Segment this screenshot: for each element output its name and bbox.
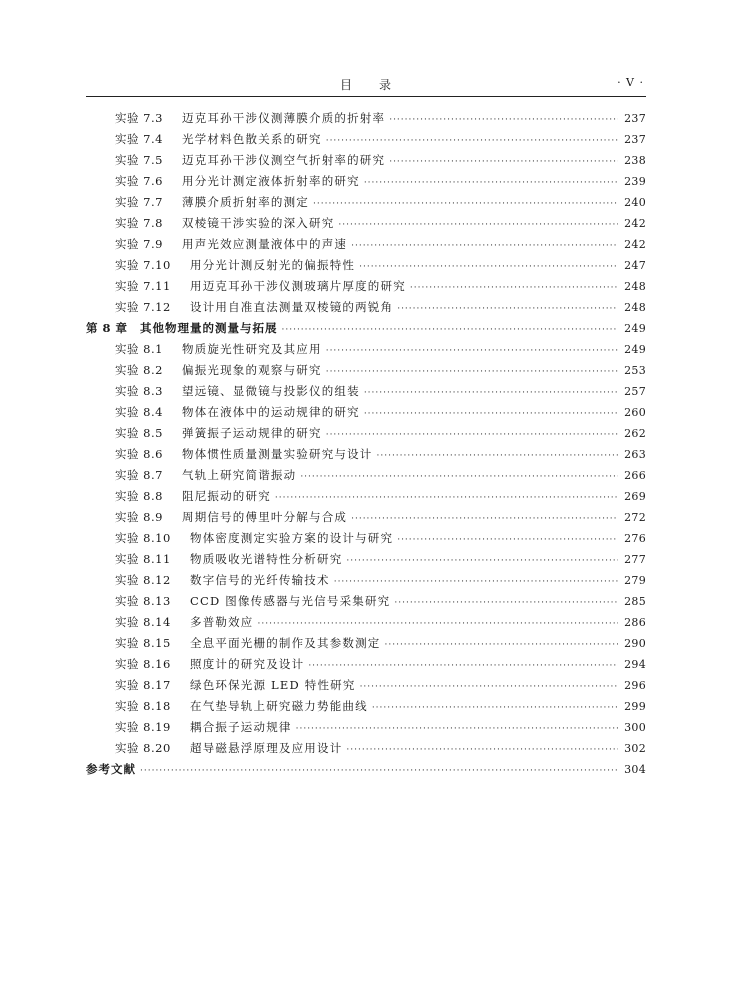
entry-number: 实验 7.3 xyxy=(115,111,163,125)
entry-page: 242 xyxy=(624,238,646,251)
entry-title: 在气垫导轨上研究磁力势能曲线 xyxy=(190,699,368,713)
dot-leader xyxy=(389,110,618,131)
entry-page: 240 xyxy=(624,196,646,209)
toc-entry[interactable] xyxy=(86,696,646,717)
entry-title: 薄膜介质折射率的测定 xyxy=(182,195,309,209)
entry-number: 实验 8.3 xyxy=(115,384,163,398)
entry-title: 偏振光现象的观察与研究 xyxy=(182,363,322,377)
page-number: · V · xyxy=(617,76,644,89)
entry-title: 绿色环保光源 LED 特性研究 xyxy=(190,678,356,692)
entry-number: 实验 7.9 xyxy=(115,237,163,251)
entry-title: 设计用自准直法测量双棱镜的两锐角 xyxy=(190,300,394,314)
toc-entry[interactable] xyxy=(86,192,646,213)
entry-page: 296 xyxy=(624,679,646,692)
entry-page: 290 xyxy=(624,637,646,650)
references-title: 参考文献 xyxy=(86,762,136,776)
dot-leader xyxy=(397,299,618,320)
entry-page: 247 xyxy=(624,259,646,272)
page-title: 目 录 xyxy=(339,78,392,92)
entry-title: 用分光计测定液体折射率的研究 xyxy=(182,174,360,188)
entry-title: 全息平面光栅的制作及其参数测定 xyxy=(190,636,381,650)
entry-page: 249 xyxy=(624,322,646,335)
toc-entry[interactable] xyxy=(86,549,646,570)
dot-leader xyxy=(359,257,618,278)
dot-leader xyxy=(346,551,618,572)
entry-title: 气轨上研究简谐振动 xyxy=(182,468,297,482)
toc-entry[interactable] xyxy=(86,213,646,234)
entry-page: 276 xyxy=(624,532,646,545)
dot-leader xyxy=(385,635,619,656)
dot-leader xyxy=(326,131,618,152)
entry-title: 多普勒效应 xyxy=(190,615,254,629)
dot-leader xyxy=(364,383,618,404)
toc-entry[interactable] xyxy=(86,360,646,381)
toc-entry[interactable] xyxy=(86,633,646,654)
entry-title: 照度计的研究及设计 xyxy=(190,657,305,671)
dot-leader xyxy=(410,278,618,299)
table-of-contents xyxy=(86,108,646,780)
dot-leader xyxy=(326,341,618,362)
entry-number: 实验 8.9 xyxy=(115,510,163,524)
entry-page: 260 xyxy=(624,406,646,419)
dot-leader xyxy=(346,740,618,761)
entry-page: 248 xyxy=(624,301,646,314)
toc-entry[interactable] xyxy=(86,444,646,465)
dot-leader xyxy=(140,761,618,782)
dot-leader xyxy=(338,215,618,236)
toc-entry[interactable] xyxy=(86,717,646,738)
entry-number: 实验 8.10 xyxy=(115,531,171,545)
entry-page: 286 xyxy=(624,616,646,629)
entry-number: 实验 7.11 xyxy=(115,279,171,293)
entry-number: 实验 8.4 xyxy=(115,405,163,419)
toc-entry[interactable] xyxy=(86,339,646,360)
entry-page: 304 xyxy=(624,763,646,776)
toc-entry[interactable] xyxy=(86,654,646,675)
dot-leader xyxy=(334,572,618,593)
entry-title: 光学材料色散关系的研究 xyxy=(182,132,322,146)
page-header xyxy=(86,74,646,97)
entry-page: 237 xyxy=(624,112,646,125)
dot-leader xyxy=(326,362,618,383)
dot-leader xyxy=(282,320,619,341)
entry-title: 阻尼振动的研究 xyxy=(182,489,271,503)
entry-page: 299 xyxy=(624,700,646,713)
toc-entry[interactable] xyxy=(86,738,646,759)
dot-leader xyxy=(313,194,618,215)
toc-entry[interactable] xyxy=(86,612,646,633)
toc-entry[interactable] xyxy=(86,507,646,528)
dot-leader xyxy=(360,677,618,698)
entry-page: 257 xyxy=(624,385,646,398)
entry-page: 262 xyxy=(624,427,646,440)
entry-number: 实验 8.19 xyxy=(115,720,171,734)
entry-number: 实验 8.16 xyxy=(115,657,171,671)
entry-title: 数字信号的光纤传输技术 xyxy=(190,573,330,587)
toc-entry[interactable] xyxy=(86,675,646,696)
entry-title: 物体在液体中的运动规律的研究 xyxy=(182,405,360,419)
entry-page: 279 xyxy=(624,574,646,587)
toc-entry[interactable] xyxy=(86,255,646,276)
entry-page: 248 xyxy=(624,280,646,293)
dot-leader xyxy=(364,404,618,425)
dot-leader xyxy=(258,614,619,635)
entry-title: 超导磁悬浮原理及应用设计 xyxy=(190,741,343,755)
entry-page: 266 xyxy=(624,469,646,482)
entry-page: 302 xyxy=(624,742,646,755)
entry-number: 实验 7.6 xyxy=(115,174,163,188)
entry-title: 迈克耳孙干涉仪测薄膜介质的折射率 xyxy=(182,111,386,125)
entry-title: 迈克耳孙干涉仪测空气折射率的研究 xyxy=(182,153,386,167)
toc-entry[interactable] xyxy=(86,129,646,150)
entry-number: 实验 8.18 xyxy=(115,699,171,713)
entry-page: 277 xyxy=(624,553,646,566)
toc-entry[interactable] xyxy=(86,297,646,318)
entry-page: 285 xyxy=(624,595,646,608)
entry-number: 实验 7.10 xyxy=(115,258,171,272)
entry-title: 用分光计测反射光的偏振特性 xyxy=(190,258,356,272)
entry-title: 物质旋光性研究及其应用 xyxy=(182,342,322,356)
entry-page: 300 xyxy=(624,721,646,734)
dot-leader xyxy=(308,656,618,677)
toc-references[interactable] xyxy=(86,759,646,780)
toc-chapter[interactable] xyxy=(86,318,646,339)
entry-number: 实验 8.6 xyxy=(115,447,163,461)
entry-number: 实验 8.12 xyxy=(115,573,171,587)
entry-number: 实验 8.2 xyxy=(115,363,163,377)
toc-entry[interactable] xyxy=(86,171,646,192)
entry-number: 实验 8.15 xyxy=(115,636,171,650)
toc-entry[interactable] xyxy=(86,423,646,444)
entry-title: 物体惯性质量测量实验研究与设计 xyxy=(182,447,373,461)
toc-entry[interactable] xyxy=(86,591,646,612)
chapter-number: 第 8 章 xyxy=(86,321,128,335)
dot-leader xyxy=(377,446,619,467)
entry-number: 实验 7.12 xyxy=(115,300,171,314)
dot-leader xyxy=(389,152,618,173)
toc-entry[interactable] xyxy=(86,276,646,297)
entry-number: 实验 8.11 xyxy=(115,552,171,566)
entry-number: 实验 8.1 xyxy=(115,342,163,356)
entry-number: 实验 8.8 xyxy=(115,489,163,503)
toc-entry[interactable] xyxy=(86,234,646,255)
toc-entry[interactable] xyxy=(86,402,646,423)
entry-title: 周期信号的傅里叶分解与合成 xyxy=(182,510,348,524)
entry-number: 实验 8.7 xyxy=(115,468,163,482)
entry-title: 物体密度测定实验方案的设计与研究 xyxy=(190,531,394,545)
entry-page: 249 xyxy=(624,343,646,356)
entry-page: 272 xyxy=(624,511,646,524)
dot-leader xyxy=(372,698,618,719)
entry-number: 实验 8.5 xyxy=(115,426,163,440)
toc-entry[interactable] xyxy=(86,108,646,129)
entry-number: 实验 8.13 xyxy=(115,594,171,608)
entry-title: 双棱镜干涉实验的深入研究 xyxy=(182,216,335,230)
dot-leader xyxy=(394,593,618,614)
entry-page: 253 xyxy=(624,364,646,377)
entry-page: 239 xyxy=(624,175,646,188)
entry-title: 弹簧振子运动规律的研究 xyxy=(182,426,322,440)
toc-entry[interactable] xyxy=(86,150,646,171)
dot-leader xyxy=(364,173,618,194)
entry-page: 294 xyxy=(624,658,646,671)
entry-page: 237 xyxy=(624,133,646,146)
dot-leader xyxy=(351,236,618,257)
entry-title: 望远镜、显微镜与投影仪的组装 xyxy=(182,384,360,398)
entry-number: 实验 7.8 xyxy=(115,216,163,230)
entry-number: 实验 7.5 xyxy=(115,153,163,167)
entry-page: 238 xyxy=(624,154,646,167)
entry-title: 用声光效应测量液体中的声速 xyxy=(182,237,348,251)
dot-leader xyxy=(326,425,618,446)
entry-page: 269 xyxy=(624,490,646,503)
entry-number: 实验 8.17 xyxy=(115,678,171,692)
toc-entry[interactable] xyxy=(86,486,646,507)
dot-leader xyxy=(351,509,618,530)
entry-number: 实验 8.20 xyxy=(115,741,171,755)
dot-leader xyxy=(296,719,618,740)
entry-page: 263 xyxy=(624,448,646,461)
chapter-title: 其他物理量的测量与拓展 xyxy=(140,321,278,335)
entry-number: 实验 7.4 xyxy=(115,132,163,146)
entry-page: 242 xyxy=(624,217,646,230)
entry-number: 实验 7.7 xyxy=(115,195,163,209)
entry-number: 实验 8.14 xyxy=(115,615,171,629)
toc-entry[interactable] xyxy=(86,465,646,486)
toc-entry[interactable] xyxy=(86,528,646,549)
toc-entry[interactable] xyxy=(86,381,646,402)
dot-leader xyxy=(300,467,618,488)
dot-leader xyxy=(275,488,618,509)
toc-entry[interactable] xyxy=(86,570,646,591)
entry-title: 耦合振子运动规律 xyxy=(190,720,292,734)
entry-title: 物质吸收光谱特性分析研究 xyxy=(190,552,343,566)
entry-title: CCD 图像传感器与光信号采集研究 xyxy=(190,594,391,608)
dot-leader xyxy=(397,530,618,551)
entry-title: 用迈克耳孙干涉仪测玻璃片厚度的研究 xyxy=(190,279,406,293)
